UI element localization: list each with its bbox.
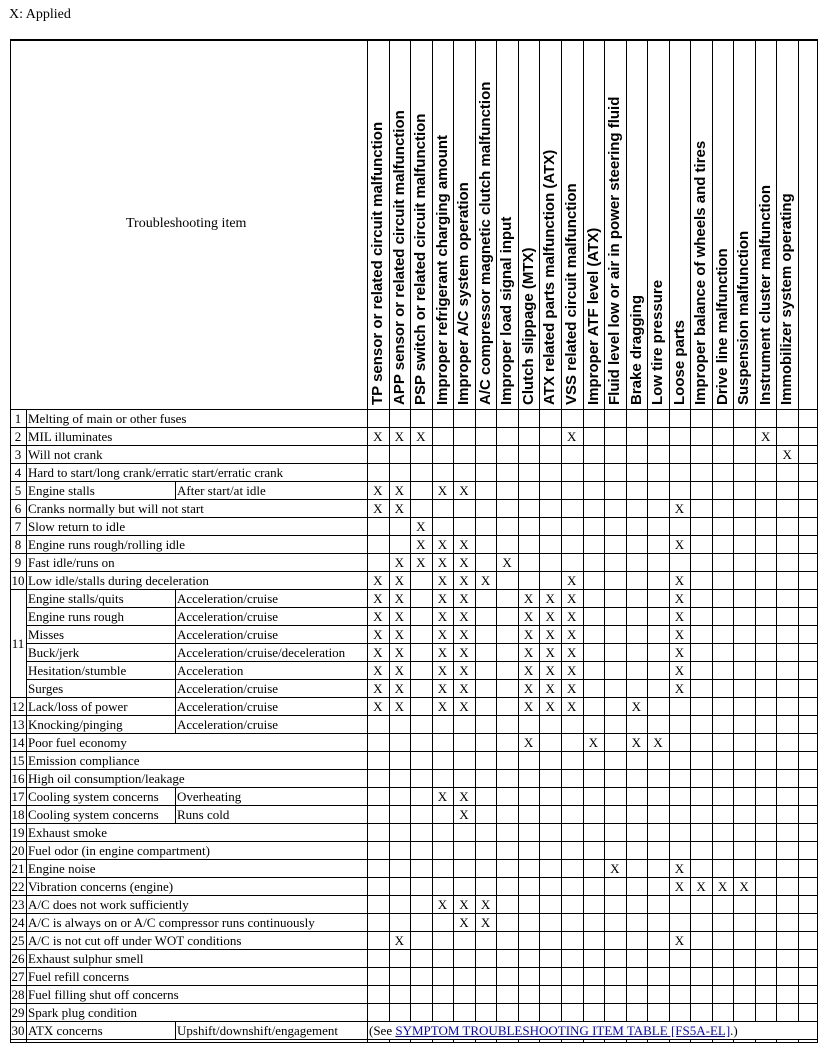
grid-line (26, 679, 818, 680)
applied-mark: X (567, 645, 577, 660)
applied-mark: X (394, 429, 405, 444)
troubleshooting-item: Exhaust sulphur smell (28, 951, 144, 966)
applied-mark: X (373, 573, 383, 588)
condition: After start/at idle (177, 483, 266, 498)
grid-line (175, 661, 176, 680)
applied-mark: X (416, 555, 426, 570)
condition: Acceleration/cruise (177, 717, 279, 732)
troubleshooting-item: Cranks normally but will not start (28, 501, 204, 516)
applied-mark: X (674, 591, 685, 606)
condition: Runs cold (177, 807, 230, 822)
applied-mark: X (459, 897, 469, 912)
row-number: 19 (11, 825, 25, 840)
troubleshooting-item: Exhaust smoke (28, 825, 108, 840)
applied-mark: X (674, 627, 685, 642)
applied-mark: X (545, 681, 555, 696)
grid-line (175, 679, 176, 698)
row-number: 28 (11, 987, 25, 1002)
applied-mark: X (653, 735, 663, 750)
applied-mark: X (567, 591, 577, 606)
troubleshooting-item: Engine stalls (28, 483, 95, 498)
note-cell (368, 1022, 817, 1039)
applied-mark: X (480, 573, 491, 588)
applied-mark: X (394, 609, 405, 624)
applied-mark: X (631, 699, 642, 714)
grid-line (10, 733, 818, 734)
applied-mark: X (567, 681, 577, 696)
row-number: 2 (14, 429, 22, 444)
applied-mark: X (373, 645, 383, 660)
applied-mark: X (523, 681, 534, 696)
condition: Overheating (177, 789, 242, 804)
row-number: 12 (11, 699, 25, 714)
applied-mark: X (674, 573, 685, 588)
troubleshooting-item: Cooling system concerns (28, 807, 159, 822)
column-header: Improper load signal input (498, 216, 516, 405)
column-header: ATX related parts malfunction (ATX) (541, 149, 559, 405)
troubleshooting-item: Engine runs rough (28, 609, 125, 624)
applied-mark: X (394, 699, 405, 714)
grid-line (626, 41, 627, 1043)
applied-mark: X (545, 591, 555, 606)
row-number: 25 (11, 933, 25, 948)
grid-line (583, 41, 584, 1043)
column-header: APP sensor or related circuit malfunction (390, 110, 408, 405)
troubleshooting-item: Hesitation/stumble (28, 663, 127, 678)
applied-mark: X (459, 699, 469, 714)
applied-mark: X (567, 573, 577, 588)
row-number: 24 (11, 915, 25, 930)
column-header: Improper A/C system operation (455, 182, 473, 405)
troubleshooting-item: Poor fuel economy (28, 735, 127, 750)
row-number: 4 (14, 465, 22, 480)
applied-mark: X (459, 573, 469, 588)
column-header: VSS related circuit malfunction (562, 183, 580, 405)
grid-line (175, 805, 176, 824)
troubleshooting-item: Fast idle/runs on (28, 555, 115, 570)
applied-mark: X (373, 699, 383, 714)
applied-mark: X (459, 555, 469, 570)
applied-mark: X (394, 627, 405, 642)
applied-mark: X (416, 519, 426, 534)
applied-mark: X (373, 681, 383, 696)
applied-mark: X (567, 699, 577, 714)
column-header: Immobilizer system operating (778, 193, 796, 405)
grid-line (475, 41, 476, 1043)
condition: Acceleration (177, 663, 244, 678)
symptom-table (10, 39, 818, 1043)
applied-mark: X (523, 735, 534, 750)
troubleshooting-item: A/C is always on or A/C compressor runs continuously (28, 915, 315, 930)
applied-mark: X (674, 681, 685, 696)
row-number: 18 (11, 807, 25, 822)
row-number: 29 (11, 1005, 25, 1020)
troubleshooting-item: Fuel odor (in engine compartment) (28, 843, 210, 858)
grid-line (817, 39, 818, 1043)
applied-mark: X (373, 429, 383, 444)
grid-line (755, 41, 756, 1043)
applied-mark: X (696, 879, 706, 894)
applied-mark: X (674, 861, 685, 876)
troubleshooting-item: Surges (28, 681, 64, 696)
applied-mark: X (394, 555, 405, 570)
applied-mark: X (674, 663, 685, 678)
row-number: 22 (11, 879, 25, 894)
row-number: 23 (11, 897, 25, 912)
applied-mark: X (437, 645, 448, 660)
grid-line (10, 715, 818, 716)
applied-mark: X (674, 537, 685, 552)
applied-mark: X (545, 645, 555, 660)
condition: Acceleration/cruise/deceleration (177, 645, 346, 660)
grid-line (367, 41, 368, 1043)
grid-line (776, 41, 777, 1043)
applied-mark: X (394, 645, 405, 660)
applied-mark: X (717, 879, 728, 894)
applied-mark: X (437, 663, 448, 678)
applied-mark: X (394, 573, 405, 588)
applied-mark: X (459, 789, 469, 804)
applied-mark: X (459, 609, 469, 624)
applied-mark: X (459, 645, 469, 660)
applied-mark: X (437, 609, 448, 624)
applied-mark: X (373, 627, 383, 642)
row-number: 27 (11, 969, 25, 984)
row-number: 13 (11, 717, 25, 732)
applied-mark: X (437, 897, 448, 912)
troubleshooting-item: A/C is not cut off under WOT conditions (28, 933, 242, 948)
condition: Acceleration/cruise (177, 681, 279, 696)
grid-line (175, 481, 176, 500)
row-number: 17 (11, 789, 25, 804)
condition: Acceleration/cruise (177, 609, 279, 624)
applied-mark: X (480, 915, 491, 930)
applied-mark: X (567, 609, 577, 624)
applied-mark: X (394, 681, 405, 696)
condition: Upshift/downshift/engagement (177, 1023, 339, 1038)
applied-mark: X (545, 627, 555, 642)
grid-line (175, 715, 176, 734)
applied-mark: X (437, 681, 448, 696)
applied-mark: X (523, 591, 534, 606)
applied-mark: X (459, 915, 469, 930)
applied-mark: X (394, 501, 405, 516)
applied-mark: X (437, 573, 448, 588)
applied-mark: X (437, 699, 448, 714)
row-number: 1 (14, 411, 22, 426)
note-suffix: .) (730, 1023, 738, 1038)
applied-mark: X (459, 681, 469, 696)
applied-mark: X (610, 861, 620, 876)
applied-mark: X (523, 663, 534, 678)
row-number: 5 (14, 483, 22, 498)
applied-mark: X (394, 591, 405, 606)
grid-line (561, 41, 562, 1043)
row-number: 11 (11, 636, 25, 651)
row-number: 20 (11, 843, 25, 858)
applied-mark: X (437, 789, 448, 804)
grid-line (175, 625, 176, 644)
grid-line (26, 607, 818, 608)
troubleshooting-item: Low idle/stalls during deceleration (28, 573, 209, 588)
troubleshooting-item: Vibration concerns (engine) (28, 879, 174, 894)
troubleshooting-item: A/C does not work sufficiently (28, 897, 189, 912)
applied-mark: X (459, 591, 469, 606)
applied-mark: X (459, 663, 469, 678)
grid-line (175, 607, 176, 626)
applied-mark: X (502, 555, 512, 570)
grid-line (798, 41, 799, 1043)
grid-line (26, 661, 818, 662)
applied-mark: X (545, 699, 555, 714)
troubleshooting-item-header: Troubleshooting item (126, 216, 247, 231)
grid-line (175, 697, 176, 716)
row-number: 9 (14, 555, 22, 570)
applied-mark: X (545, 663, 555, 678)
applied-mark: X (459, 627, 469, 642)
troubleshooting-item: Knocking/pinging (28, 717, 123, 732)
troubleshooting-item: Buck/jerk (28, 645, 80, 660)
applied-mark: X (739, 879, 749, 894)
applied-mark: X (674, 933, 685, 948)
applied-mark: X (437, 591, 448, 606)
grid-line (10, 1042, 818, 1043)
applied-mark: X (674, 609, 685, 624)
row-number: 21 (11, 861, 25, 876)
grid-line (175, 589, 176, 608)
condition: Acceleration/cruise (177, 699, 279, 714)
applied-mark: X (480, 897, 491, 912)
row-number: 10 (11, 573, 25, 588)
troubleshooting-item: Slow return to idle (28, 519, 126, 534)
grid-line (26, 625, 818, 626)
applied-mark: X (674, 645, 685, 660)
condition: Acceleration/cruise (177, 627, 279, 642)
row-number: 6 (14, 501, 22, 516)
applied-mark: X (459, 537, 469, 552)
applied-mark: X (437, 483, 448, 498)
column-header: Improper balance of wheels and tires (692, 140, 710, 405)
applied-mark: X (373, 609, 383, 624)
row-number: 14 (11, 735, 25, 750)
row-number: 16 (11, 771, 25, 786)
applied-mark: X (394, 483, 405, 498)
applied-mark: X (373, 483, 383, 498)
applied-mark: X (567, 627, 577, 642)
applied-mark: X (459, 483, 469, 498)
applied-mark: X (394, 663, 405, 678)
troubleshooting-item: Will not crank (28, 447, 103, 462)
applied-mark: X (416, 537, 426, 552)
troubleshooting-item: Hard to start/long crank/erratic start/erratic crank (28, 465, 284, 480)
applied-mark: X (459, 807, 469, 822)
grid-line (26, 409, 27, 1043)
troubleshooting-item: Engine noise (28, 861, 96, 876)
grid-line (518, 41, 519, 1043)
applied-mark: X (631, 735, 642, 750)
grid-line (604, 41, 605, 1043)
troubleshooting-item: Misses (28, 627, 65, 642)
troubleshooting-item: Lack/loss of power (28, 699, 128, 714)
row-number: 15 (11, 753, 25, 768)
grid-line (496, 41, 497, 1043)
troubleshooting-item: Fuel filling shut off concerns (28, 987, 179, 1002)
applied-mark: X (437, 537, 448, 552)
applied-mark: X (437, 555, 448, 570)
row-number: 3 (14, 447, 22, 462)
grid-line (389, 41, 390, 1043)
applied-mark: X (416, 429, 426, 444)
row-number: 26 (11, 951, 25, 966)
condition: Acceleration/cruise (177, 591, 279, 606)
applied-mark: X (782, 447, 792, 462)
grid-line (539, 41, 540, 1043)
troubleshooting-item: Engine runs rough/rolling idle (28, 537, 186, 552)
applied-mark: X (523, 609, 534, 624)
applied-mark: X (523, 699, 534, 714)
column-header: Improper refrigerant charging amount (433, 134, 451, 405)
column-header: PSP switch or related circuit malfunction (412, 113, 430, 405)
column-header: Instrument cluster malfunction (756, 184, 774, 405)
note-prefix: (See (369, 1023, 396, 1038)
applied-mark: X (760, 429, 771, 444)
grid-line (175, 1021, 176, 1040)
column-header: A/C compressor magnetic clutch malfunction (476, 81, 494, 405)
row-number: 8 (14, 537, 22, 552)
applied-mark: X (437, 627, 448, 642)
applied-mark: X (545, 609, 555, 624)
row-number: 7 (14, 519, 22, 534)
grid-line (647, 41, 648, 1043)
applied-mark: X (373, 501, 383, 516)
column-header: Drive line malfunction (713, 248, 731, 405)
applied-mark: X (588, 735, 598, 750)
applied-mark: X (674, 501, 685, 516)
column-header: Loose parts (670, 319, 688, 405)
troubleshooting-item: ATX concerns (28, 1023, 103, 1038)
troubleshooting-item: High oil consumption/leakage (28, 771, 185, 786)
row-number: 30 (11, 1023, 25, 1038)
applied-mark: X (567, 663, 577, 678)
troubleshooting-item: Fuel refill concerns (28, 969, 130, 984)
troubleshooting-item: Cooling system concerns (28, 789, 159, 804)
column-header: Fluid level low or air in power steering fluid (606, 96, 624, 405)
grid-line (175, 787, 176, 806)
applied-mark: X (523, 627, 534, 642)
applied-mark: X (567, 429, 577, 444)
column-header: Low tire pressure (649, 279, 667, 405)
column-header: Suspension malfunction (735, 230, 753, 405)
column-header: TP sensor or related circuit malfunction (369, 121, 386, 405)
symptom-table-link[interactable]: SYMPTOM TROUBLESHOOTING ITEM TABLE [FS5A-EL] (395, 1023, 731, 1038)
column-header: Improper ATF level (ATX) (584, 227, 602, 405)
applied-mark: X (373, 591, 383, 606)
applied-mark: X (674, 879, 685, 894)
column-header: Brake dragging (627, 294, 645, 405)
applied-mark: X (373, 663, 383, 678)
applied-mark: X (394, 933, 405, 948)
grid-line (175, 643, 176, 662)
troubleshooting-item: MIL illuminates (28, 429, 113, 444)
troubleshooting-item: Melting of main or other fuses (28, 411, 187, 426)
grid-line (26, 643, 818, 644)
applied-mark: X (523, 645, 534, 660)
legend-text: X: Applied (9, 7, 71, 22)
grid-line (10, 697, 818, 698)
column-header: Clutch slippage (MTX) (519, 247, 537, 405)
troubleshooting-item: Engine stalls/quits (28, 591, 124, 606)
troubleshooting-item: Spark plug condition (28, 1005, 138, 1020)
troubleshooting-item: Emission compliance (28, 753, 140, 768)
